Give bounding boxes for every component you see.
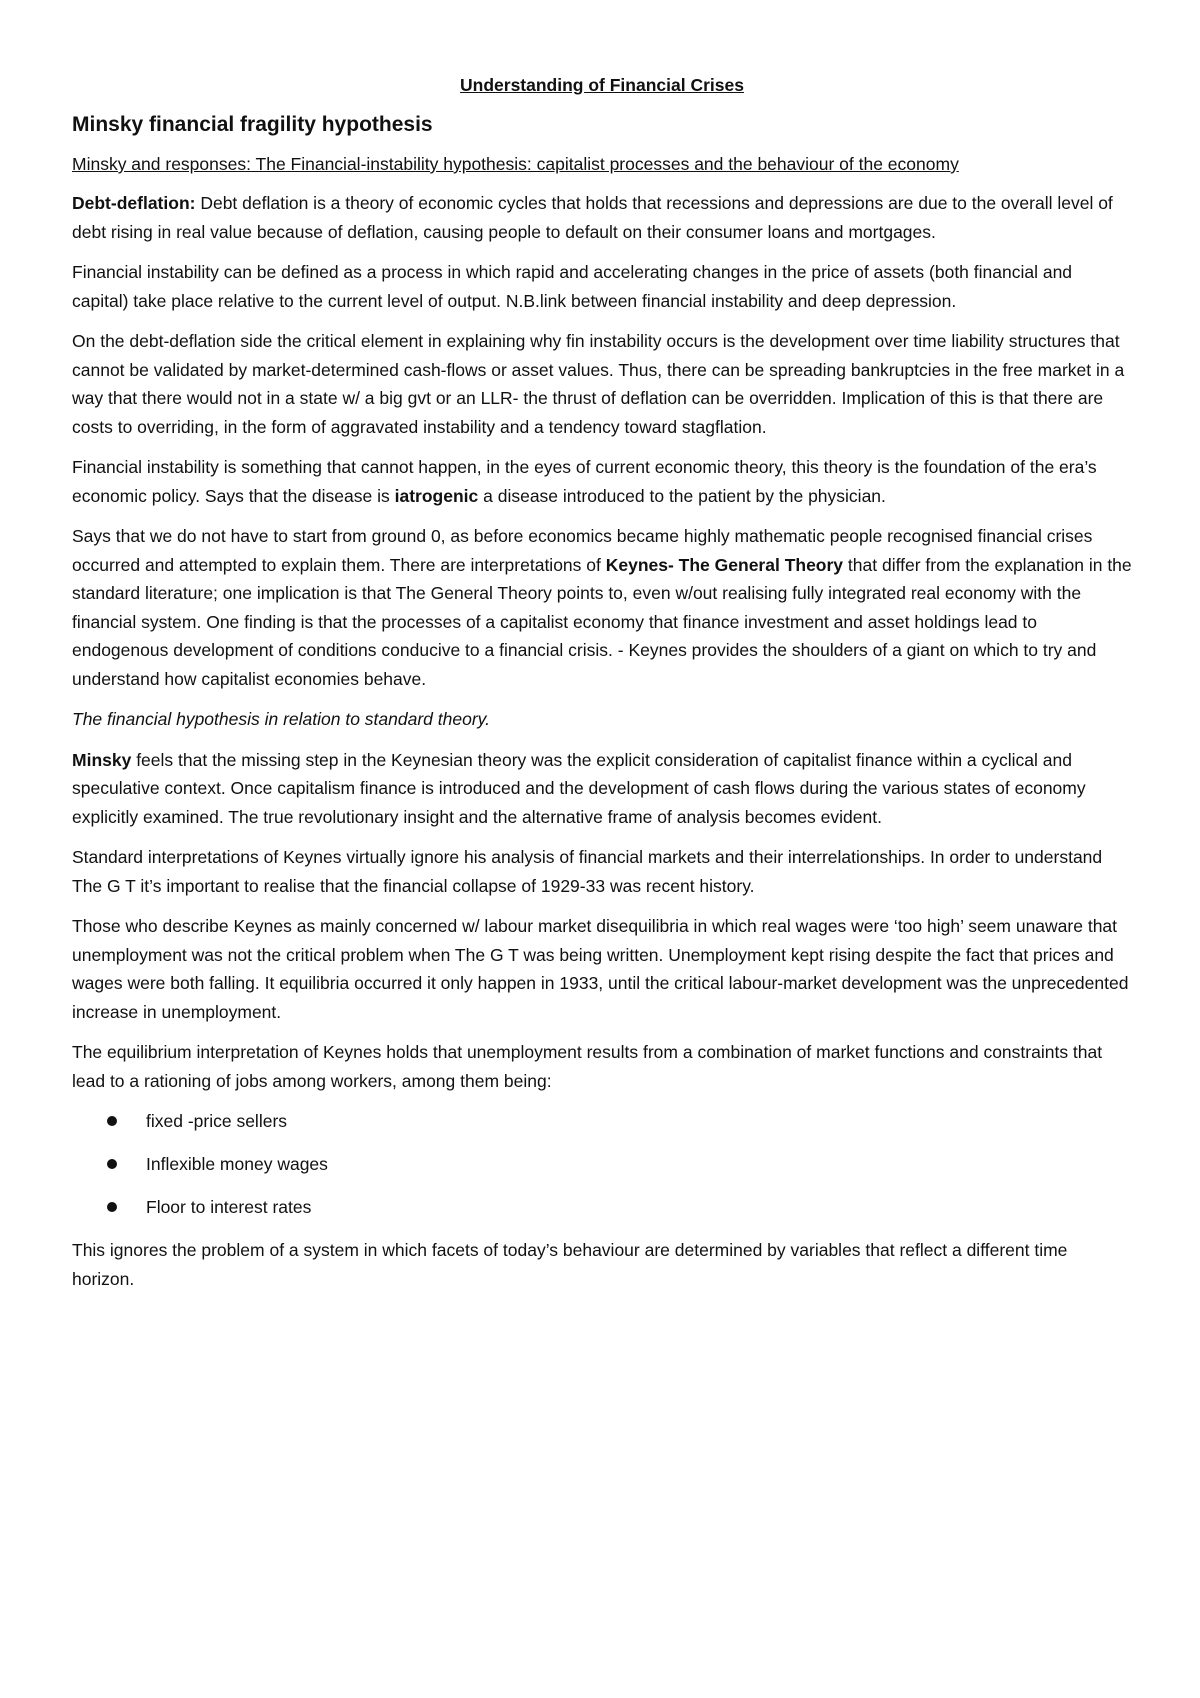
subheading: Minsky and responses: The Financial-instability hypothesis: capitalist processes and the behaviour of the economy: [72, 154, 959, 174]
paragraph-labour-market: Those who describe Keynes as mainly concerned w/ labour market disequilibria in which real wages were ‘too high’ seem unaware that unemployment was not the critical problem when The G T was being written. Unemployment kept rising despite the fact that prices and wages were both falling. It equilibria occurred it only happen in 1933, until the critical labour-market development was the unprecedented increase in unemployment.: [72, 916, 1129, 1022]
list-item-text: Inflexible money wages: [146, 1154, 328, 1174]
list-item-text: fixed -price sellers: [146, 1111, 288, 1131]
document-body: [72, 73, 1132, 1305]
term-minsky: Minsky: [72, 749, 132, 770]
term-general-theory: Keynes- The General Theory: [605, 554, 844, 575]
paragraph-iatrogenic: [72, 453, 1132, 510]
bullet-icon: [107, 1116, 117, 1126]
paragraph-keynes-general-theory: [72, 522, 1132, 693]
list-item: [72, 1150, 1132, 1178]
list-item: [72, 1193, 1132, 1221]
paragraph-debt-deflation: [72, 189, 1132, 246]
paragraph-financial-instability-definition: Financial instability can be defined as a process in which rapid and accelerating changes in the price of assets (both financial and capital) take place relative to the current level of output. N.B.link between financial instability and deep depression.: [72, 262, 1073, 311]
paragraph-text: Debt deflation is a theory of economic cycles that holds that recessions and depressions are due to the overall level of debt rising in real value because of deflation, causing people to default on their consumer loans and mortgages.: [72, 193, 1113, 242]
paragraph-text: that differ from the explanation in the standard literature; one implication is that The General Theory points to, even w/out realising fully integrated real economy with the financial system. One finding is that the processes of a capitalist economy that finance investment and asset holdings lead to endogenous development of conditions conducive to a financial crisis. - Keynes provides the shoulders of a giant on which to try and understand how capitalist economies behave.: [72, 554, 1132, 689]
section-heading: Minsky financial fragility hypothesis: [72, 113, 433, 136]
document-title: Understanding of Financial Crises: [460, 75, 744, 95]
paragraph-conclusion: This ignores the problem of a system in which facets of today’s behaviour are determined by variables that reflect a different time horizon.: [72, 1240, 1068, 1289]
paragraph-text: a disease introduced to the patient by the physician.: [478, 485, 886, 506]
paragraph-minsky: [72, 746, 1132, 832]
term-iatrogenic: iatrogenic: [394, 485, 479, 506]
paragraph-text: Financial instability is something that cannot happen, in the eyes of current economic theory, this theory is the foundation of the era’s economic policy. Says that the disease is: [72, 457, 1097, 506]
paragraph-italic-heading: The financial hypothesis in relation to standard theory.: [72, 709, 490, 729]
paragraph-text: Says that we do not have to start from ground 0, as before economics became highly mathematic people recognised financial crises occurred and attempted to explain them. There are interpretations of: [72, 526, 1093, 575]
bullet-list: [72, 1107, 1132, 1221]
paragraph-text: feels that the missing step in the Keynesian theory was the explicit consideration of capitalist finance within a cyclical and speculative context. Once capitalism finance is introduced and the development of cash flows during the various states of economy explicitly examined. The true revolutionary insight and the alternative frame of analysis becomes evident.: [72, 749, 1086, 827]
bullet-icon: [107, 1202, 117, 1212]
term-debt-deflation: Debt-deflation:: [72, 193, 196, 213]
paragraph-standard-interpretations: Standard interpretations of Keynes virtually ignore his analysis of financial markets and their interrelationships. In order to understand The G T it’s important to realise that the financial collapse of 1929-33 was recent history.: [72, 847, 1103, 896]
paragraph-equilibrium-interpretation: The equilibrium interpretation of Keynes holds that unemployment results from a combination of market functions and constraints that lead to a rationing of jobs among workers, among them being:: [72, 1042, 1103, 1091]
paragraph-debt-deflation-side: On the debt-deflation side the critical element in explaining why fin instability occurs is the development over time liability structures that cannot be validated by market-determined cash-flows or asset values. Thus, there can be spreading bankruptcies in the free market in a way that there would not in a state w/ a big gvt or an LLR- the thrust of deflation can be overridden. Implication of this is that there are costs to overriding, in the form of aggravated instability and a tendency toward stagflation.: [72, 331, 1125, 437]
bullet-icon: [107, 1159, 117, 1169]
list-item: [72, 1107, 1132, 1135]
list-item-text: Floor to interest rates: [146, 1197, 312, 1217]
